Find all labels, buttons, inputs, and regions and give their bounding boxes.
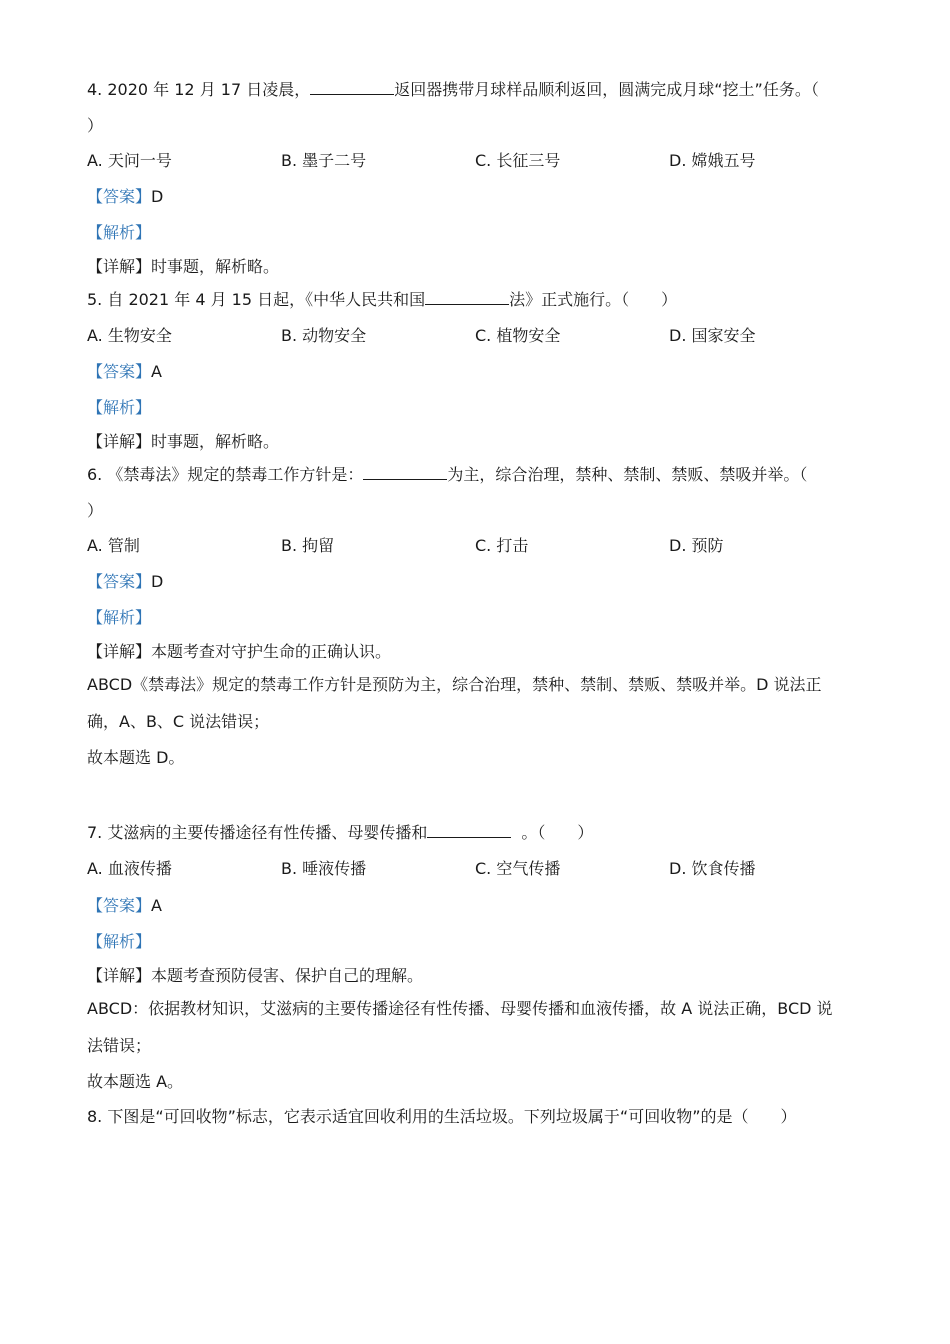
option-a: A. 生物安全 <box>87 326 172 345</box>
option-b: B. 拘留 <box>281 536 335 555</box>
answer-line: 【答案】D <box>87 187 164 206</box>
question-6-stem: 6. 《禁毒法》规定的禁毒工作方针是： 为主，综合治理，禁种、禁制、禁贩、禁吸并举。（ <box>87 465 808 484</box>
option-b: B. 唾液传播 <box>281 859 367 878</box>
detail-line: 【详解】本题考查预防侵害、保护自己的理解。 <box>87 966 424 985</box>
option-d: D. 预防 <box>669 536 724 555</box>
question-5-stem: 5. 自 2021 年 4 月 15 日起，《中华人民共和国 法》正式施行。（ ） <box>87 290 678 309</box>
question-8-stem: 8. 下图是“可回收物”标志，它表示适宜回收利用的生活垃圾。下列垃圾属于“可回收物”的是（ ） <box>87 1107 797 1126</box>
option-d: D. 嫦娥五号 <box>669 151 756 170</box>
answer-blank <box>425 290 509 305</box>
option-c: C. 打击 <box>475 536 529 555</box>
question-7-stem: 7. 艾滋病的主要传播途径有性传播、母婴传播和 。（ ） <box>87 823 594 842</box>
detail-line: 法错误； <box>87 1036 152 1055</box>
analysis-label: 【解析】 <box>87 932 152 951</box>
answer-line: 【答案】A <box>87 362 162 381</box>
option-c: C. 植物安全 <box>475 326 561 345</box>
answer-line: 【答案】A <box>87 896 162 915</box>
detail-line: 故本题选 D。 <box>87 748 185 767</box>
answer-blank <box>363 465 447 480</box>
answer-line: 【答案】D <box>87 572 164 591</box>
answer-blank <box>427 823 511 838</box>
detail-line: ABCD：依据教材知识，艾滋病的主要传播途径有性传播、母婴传播和血液传播，故 A 说法正确，BCD 说 <box>87 999 833 1018</box>
option-c: C. 长征三号 <box>475 151 561 170</box>
analysis-label: 【解析】 <box>87 223 152 242</box>
analysis-label: 【解析】 <box>87 608 152 627</box>
detail-line: 确，A、B、C 说法错误； <box>87 712 270 731</box>
option-a: A. 血液传播 <box>87 859 172 878</box>
option-b: B. 动物安全 <box>281 326 367 345</box>
option-c: C. 空气传播 <box>475 859 561 878</box>
detail-line: 【详解】本题考查对守护生命的正确认识。 <box>87 642 392 661</box>
question-4-stem-cont: ） <box>87 116 104 135</box>
option-b: B. 墨子二号 <box>281 151 367 170</box>
answer-blank <box>310 80 394 95</box>
analysis-label: 【解析】 <box>87 398 152 417</box>
detail-line: 故本题选 A。 <box>87 1072 184 1091</box>
detail-line: ABCD《禁毒法》规定的禁毒工作方针是预防为主，综合治理，禁种、禁制、禁贩、禁吸并举。D 说法正 <box>87 675 822 694</box>
detail-line: 【详解】时事题，解析略。 <box>87 432 280 451</box>
question-4-stem: 4. 2020 年 12 月 17 日凌晨， 返回器携带月球样品顺利返回，圆满完成月球“挖土”任务。（ <box>87 80 819 99</box>
option-a: A. 管制 <box>87 536 140 555</box>
detail-line: 【详解】时事题，解析略。 <box>87 257 280 276</box>
question-6-stem-cont: ） <box>87 501 104 520</box>
option-a: A. 天问一号 <box>87 151 172 170</box>
option-d: D. 国家安全 <box>669 326 756 345</box>
option-d: D. 饮食传播 <box>669 859 756 878</box>
